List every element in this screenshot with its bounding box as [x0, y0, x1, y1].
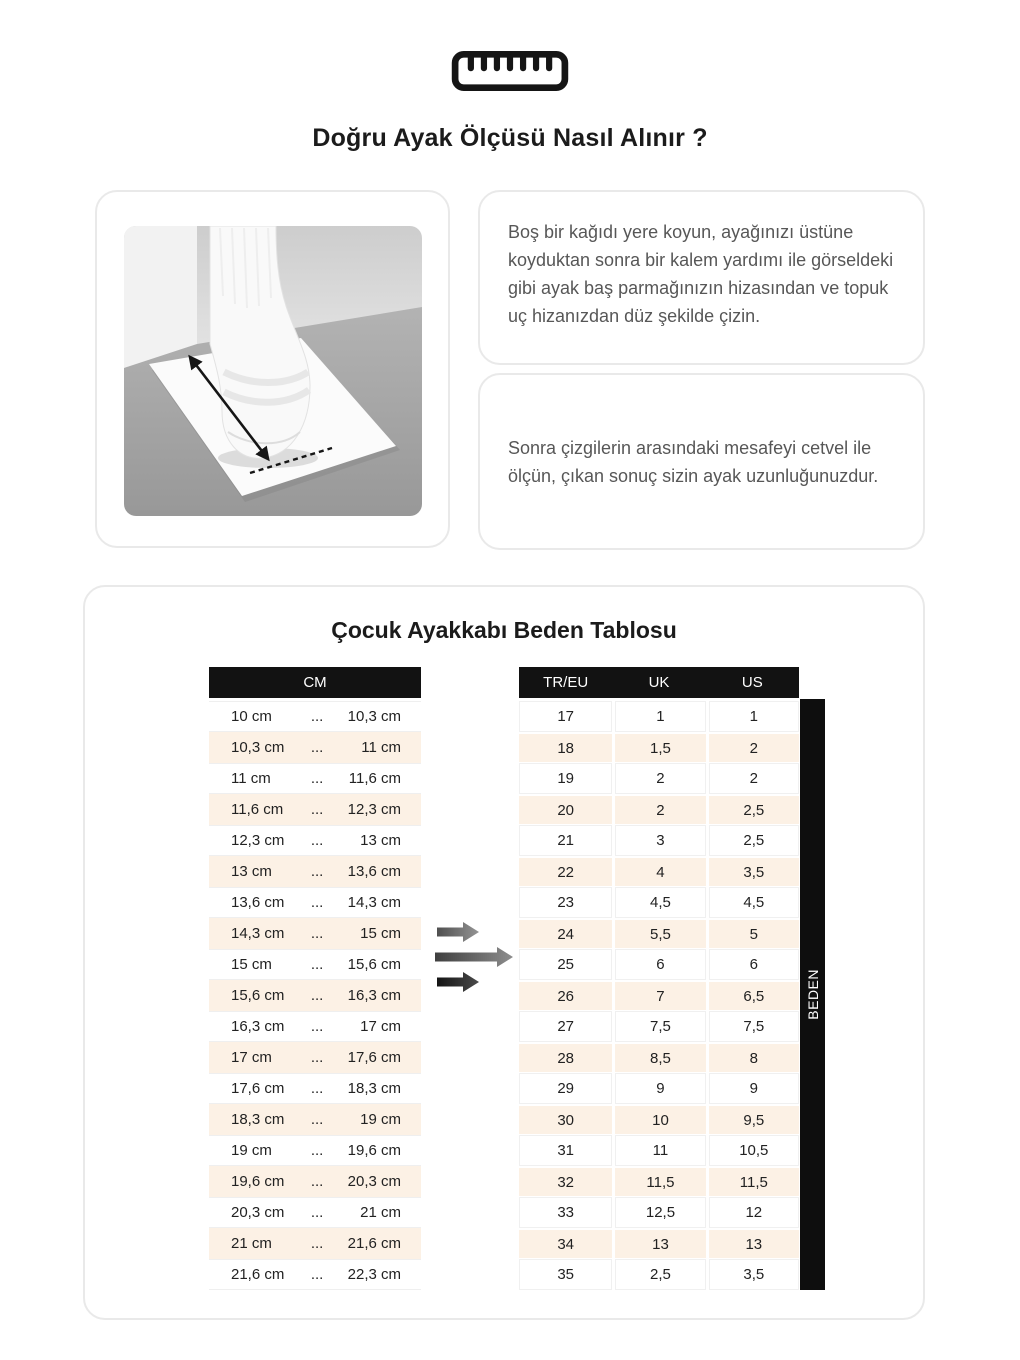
table-cell: 33 — [519, 1197, 612, 1228]
table-row — [519, 949, 799, 980]
table-cell: ... — [302, 980, 332, 1011]
table-cell: 11,6 cm — [209, 794, 302, 825]
table-row — [209, 1104, 421, 1135]
table-cell: 1 — [706, 701, 799, 732]
table-row — [209, 794, 421, 825]
table-row — [209, 1135, 421, 1166]
table-cell: 13 cm — [209, 856, 302, 887]
table-cell: 24 — [519, 918, 612, 949]
table-cell: 15 cm — [209, 949, 302, 980]
table-cell: 4,5 — [612, 887, 705, 918]
table-row — [519, 701, 799, 732]
table-row — [519, 1166, 799, 1197]
instruction-step1-text: Boş bir kağıdı yere koyun, ayağınızı üstüne koyduktan sonra bir kalem yardımı ile görseldeki gibi ayak baş parmağınızın hizasından ve topuk uç hizanızdan düz şekilde çizin. — [508, 222, 894, 326]
table-cell: 11,5 — [706, 1166, 799, 1197]
table-cell: 13 — [612, 1228, 705, 1259]
table-cell: 23 — [519, 887, 612, 918]
table-row — [209, 1042, 421, 1073]
table-cell: ... — [302, 1166, 332, 1197]
table-cell: ... — [302, 918, 332, 949]
table-cell: 4,5 — [706, 887, 799, 918]
table-row — [209, 887, 421, 918]
table-row — [519, 1197, 799, 1228]
table-cell: 32 — [519, 1166, 612, 1197]
table-cell: 6 — [612, 949, 705, 980]
table-cell: 22 — [519, 856, 612, 887]
table-cell: 8,5 — [612, 1042, 705, 1073]
table-row — [209, 1259, 421, 1290]
instruction-step2-text: Sonra çizgilerin arasındaki mesafeyi cetvel ile ölçün, çıkan sonuç sizin ayak uzunluğunuzdur. — [508, 437, 879, 486]
table-cell: 3 — [612, 825, 705, 856]
table-cell: 20 — [519, 794, 612, 825]
table-cell: 28 — [519, 1042, 612, 1073]
table-row — [519, 887, 799, 918]
table-row — [519, 732, 799, 763]
size-chart-title: Çocuk Ayakkabı Beden Tablosu — [331, 617, 677, 643]
table-cell: 12,3 cm — [332, 794, 421, 825]
table-cell: 16,3 cm — [209, 1011, 302, 1042]
table-cell: 11,5 — [612, 1166, 705, 1197]
table-cell: 17,6 cm — [332, 1042, 421, 1073]
beden-side-bar — [800, 699, 825, 1290]
table-row — [519, 980, 799, 1011]
table-cell: 1 — [612, 701, 705, 732]
table-cell: 10 cm — [209, 701, 302, 732]
cm-table-header — [209, 667, 421, 698]
table-cell: 3,5 — [706, 856, 799, 887]
table-cell: 2 — [706, 763, 799, 794]
table-cell: ... — [302, 1042, 332, 1073]
table-row — [519, 1259, 799, 1290]
table-row — [209, 1228, 421, 1259]
table-cell: 19,6 cm — [209, 1166, 302, 1197]
table-cell: 21 — [519, 825, 612, 856]
table-cell: ... — [302, 1104, 332, 1135]
table-row — [519, 794, 799, 825]
table-row — [519, 1228, 799, 1259]
table-cell: ... — [302, 949, 332, 980]
table-cell: 2 — [706, 732, 799, 763]
table-row — [209, 856, 421, 887]
table-cell: 10 — [612, 1104, 705, 1135]
table-cell: 22,3 cm — [332, 1259, 421, 1290]
table-row — [519, 1011, 799, 1042]
table-row — [519, 1104, 799, 1135]
table-cell: 21,6 cm — [332, 1228, 421, 1259]
table-cell: 18,3 cm — [332, 1073, 421, 1104]
table-cell: 29 — [519, 1073, 612, 1104]
table-cell: 21 cm — [209, 1228, 302, 1259]
table-row — [519, 825, 799, 856]
table-cell: 15,6 cm — [332, 949, 421, 980]
table-cell: ... — [302, 1135, 332, 1166]
table-cell: ... — [302, 732, 332, 763]
table-cell: 11 cm — [209, 763, 302, 794]
table-row — [209, 701, 421, 732]
instruction-step2-card — [478, 373, 925, 550]
table-row — [209, 763, 421, 794]
table-cell: 17 — [519, 701, 612, 732]
table-cell: 19 — [519, 763, 612, 794]
table-row — [209, 949, 421, 980]
table-cell: ... — [302, 1197, 332, 1228]
table-row — [519, 918, 799, 949]
table-row — [209, 918, 421, 949]
table-cell: 13 — [706, 1228, 799, 1259]
table-cell: ... — [302, 1073, 332, 1104]
table-cell: 11 cm — [332, 732, 421, 763]
table-cell: 30 — [519, 1104, 612, 1135]
table-cell: ... — [302, 1011, 332, 1042]
table-cell: ... — [302, 794, 332, 825]
table-row — [519, 1073, 799, 1104]
transfer-arrows-icon — [435, 922, 519, 992]
table-cell: 27 — [519, 1011, 612, 1042]
table-cell: 12,3 cm — [209, 825, 302, 856]
table-cell: 6,5 — [706, 980, 799, 1011]
table-cell: ... — [302, 825, 332, 856]
table-cell: 12,5 — [612, 1197, 705, 1228]
table-cell: 13,6 cm — [209, 887, 302, 918]
table-cell: 6 — [706, 949, 799, 980]
table-cell: 5 — [706, 918, 799, 949]
header-us: US — [741, 674, 763, 691]
table-cell: 5,5 — [612, 918, 705, 949]
table-cell: 25 — [519, 949, 612, 980]
table-cell: 15,6 cm — [209, 980, 302, 1011]
table-cell: 11,6 cm — [332, 763, 421, 794]
table-cell: 31 — [519, 1135, 612, 1166]
table-cell: 13 cm — [332, 825, 421, 856]
table-row — [209, 1166, 421, 1197]
table-row — [209, 1197, 421, 1228]
table-cell: ... — [302, 763, 332, 794]
table-row — [209, 1073, 421, 1104]
table-cell: 14,3 cm — [209, 918, 302, 949]
foot-measurement-photo — [124, 226, 422, 516]
table-cell: 13,6 cm — [332, 856, 421, 887]
table-cell: 19 cm — [209, 1135, 302, 1166]
table-cell: ... — [302, 887, 332, 918]
table-cell: 19 cm — [332, 1104, 421, 1135]
table-cell: 8 — [706, 1042, 799, 1073]
table-cell: ... — [302, 1228, 332, 1259]
table-cell: 20,3 cm — [209, 1197, 302, 1228]
header-uk: UK — [648, 674, 670, 691]
table-cell: 10,3 cm — [332, 701, 421, 732]
table-cell: 21 cm — [332, 1197, 421, 1228]
table-cell: 2 — [612, 763, 705, 794]
table-cell: 9,5 — [706, 1104, 799, 1135]
beden-label: BEDEN — [804, 969, 821, 1020]
cm-table-body — [209, 701, 421, 1290]
table-cell: 34 — [519, 1228, 612, 1259]
cm-header-label: CM — [303, 674, 327, 691]
table-cell: 1,5 — [612, 732, 705, 763]
table-cell: 14,3 cm — [332, 887, 421, 918]
size-chart-card — [83, 585, 925, 1320]
table-row — [209, 732, 421, 763]
table-cell: 12 — [706, 1197, 799, 1228]
table-row — [519, 856, 799, 887]
table-cell: 21,6 cm — [209, 1259, 302, 1290]
table-cell: 15 cm — [332, 918, 421, 949]
table-cell: 17,6 cm — [209, 1073, 302, 1104]
table-cell: 10,3 cm — [209, 732, 302, 763]
size-table-header — [519, 667, 799, 698]
table-row — [209, 825, 421, 856]
size-table-body — [519, 701, 799, 1290]
table-cell: 17 cm — [209, 1042, 302, 1073]
table-cell: 17 cm — [332, 1011, 421, 1042]
table-row — [519, 763, 799, 794]
table-cell: 3,5 — [706, 1259, 799, 1290]
table-cell: 2 — [612, 794, 705, 825]
table-cell: 19,6 cm — [332, 1135, 421, 1166]
table-cell: 9 — [706, 1073, 799, 1104]
table-cell: 10,5 — [706, 1135, 799, 1166]
table-cell: 9 — [612, 1073, 705, 1104]
table-row — [519, 1042, 799, 1073]
table-cell: 20,3 cm — [332, 1166, 421, 1197]
table-cell: 4 — [612, 856, 705, 887]
table-row — [209, 1011, 421, 1042]
table-cell: ... — [302, 701, 332, 732]
table-cell: 26 — [519, 980, 612, 1011]
page-title: Doğru Ayak Ölçüsü Nasıl Alınır ? — [312, 124, 708, 152]
table-row — [209, 980, 421, 1011]
table-cell: 7 — [612, 980, 705, 1011]
table-cell: 11 — [612, 1135, 705, 1166]
table-cell: 2,5 — [612, 1259, 705, 1290]
header-tr-eu: TR/EU — [543, 674, 589, 691]
table-cell: 18,3 cm — [209, 1104, 302, 1135]
table-cell: 2,5 — [706, 794, 799, 825]
foot-photo-card — [95, 190, 450, 548]
table-row — [519, 1135, 799, 1166]
table-cell: 16,3 cm — [332, 980, 421, 1011]
table-cell: 7,5 — [612, 1011, 705, 1042]
size-table — [519, 701, 799, 1290]
table-cell: 35 — [519, 1259, 612, 1290]
table-cell: ... — [302, 1259, 332, 1290]
instruction-step1-card — [478, 190, 925, 365]
table-cell: ... — [302, 856, 332, 887]
cm-table — [209, 701, 421, 1290]
table-cell: 7,5 — [706, 1011, 799, 1042]
table-cell: 18 — [519, 732, 612, 763]
table-cell: 2,5 — [706, 825, 799, 856]
ruler-icon — [0, 50, 1020, 92]
